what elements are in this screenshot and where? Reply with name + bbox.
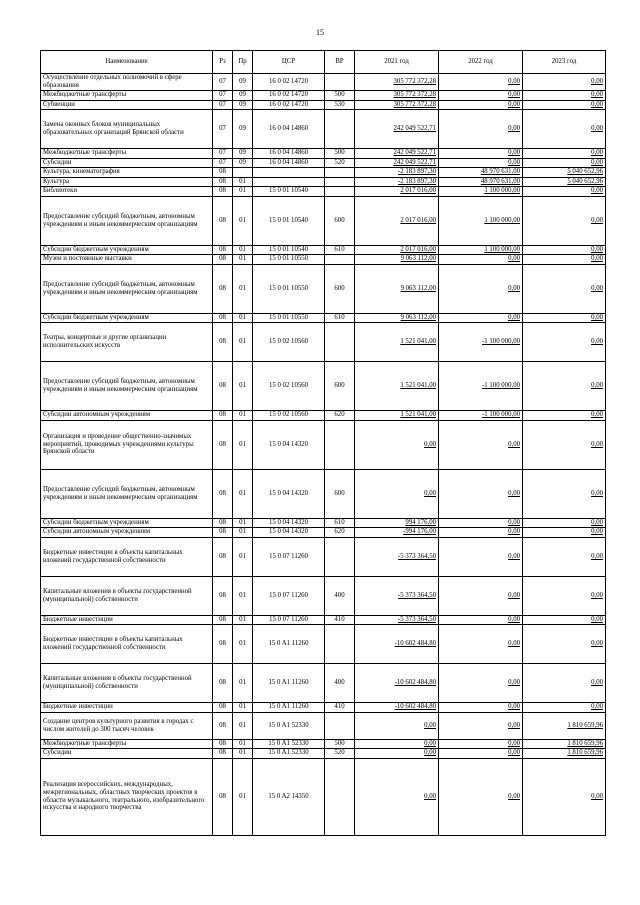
row-2023-cell: 0,00 bbox=[523, 149, 606, 159]
row-csr-cell: 15 0 02 10560 bbox=[253, 411, 325, 421]
row-2023-cell: 0,00 bbox=[523, 196, 606, 245]
header-rz: Рз bbox=[213, 51, 233, 74]
row-2022-cell: 0,00 bbox=[439, 712, 523, 739]
row-vr-cell: 410 bbox=[325, 615, 355, 625]
row-rz-cell: 07 bbox=[213, 91, 233, 101]
row-rz-cell: 08 bbox=[213, 749, 233, 759]
row-vr-cell: 600 bbox=[325, 196, 355, 245]
row-2022-cell: 0,00 bbox=[439, 264, 523, 313]
row-pr-cell: 01 bbox=[233, 576, 253, 615]
row-pr-cell: 09 bbox=[233, 91, 253, 101]
row-2021-cell: 2 017 016,00 bbox=[355, 187, 439, 197]
row-2021-cell: -5 373 364,50 bbox=[355, 615, 439, 625]
row-2023-cell: 5 040 652,96 bbox=[523, 168, 606, 178]
row-pr-cell: 01 bbox=[233, 712, 253, 739]
row-2022-cell: 0,00 bbox=[439, 313, 523, 323]
row-pr-cell: 01 bbox=[233, 758, 253, 835]
row-2022-cell: 0,00 bbox=[439, 110, 523, 149]
row-2021-cell: -5 373 364,50 bbox=[355, 537, 439, 576]
row-csr-cell: 15 0 04 14320 bbox=[253, 420, 325, 469]
row-vr-cell bbox=[325, 255, 355, 265]
row-2022-cell: 0,00 bbox=[439, 91, 523, 101]
table-row bbox=[41, 158, 606, 168]
row-vr-cell: 400 bbox=[325, 664, 355, 703]
table-row bbox=[41, 110, 606, 149]
row-2022-cell: 0,00 bbox=[439, 255, 523, 265]
table-row bbox=[41, 664, 606, 703]
row-name-cell: Создание центров культурного развития в городах с числом жителей до 300 тысяч человек bbox=[41, 712, 213, 739]
row-2023-cell: 0,00 bbox=[523, 323, 606, 362]
row-name-cell: Капитальные вложения в объекты государственной (муниципальной) собственности bbox=[41, 664, 213, 703]
row-2021-cell: 9 063 112,00 bbox=[355, 313, 439, 323]
header-vr: ВР bbox=[325, 51, 355, 74]
row-pr-cell: 01 bbox=[233, 255, 253, 265]
row-name-cell: Субсидии бюджетным учреждениям bbox=[41, 245, 213, 255]
row-2023-cell: 0,00 bbox=[523, 100, 606, 110]
row-2021-cell: -994 176,00 bbox=[355, 528, 439, 538]
table-row bbox=[41, 739, 606, 749]
table-body bbox=[41, 74, 606, 836]
row-rz-cell: 08 bbox=[213, 615, 233, 625]
row-rz-cell: 08 bbox=[213, 703, 233, 713]
row-rz-cell: 08 bbox=[213, 528, 233, 538]
row-vr-cell: 620 bbox=[325, 528, 355, 538]
row-pr-cell: 01 bbox=[233, 528, 253, 538]
row-pr-cell: 09 bbox=[233, 74, 253, 91]
header-csr: ЦСР bbox=[253, 51, 325, 74]
row-csr-cell: 16 0 02 14720 bbox=[253, 100, 325, 110]
table-row bbox=[41, 74, 606, 91]
row-name-cell: Межбюджетные трансферты bbox=[41, 739, 213, 749]
row-2022-cell: 0,00 bbox=[439, 576, 523, 615]
row-rz-cell: 08 bbox=[213, 712, 233, 739]
row-name-cell: Субсидии бюджетным учреждениям bbox=[41, 313, 213, 323]
row-2022-cell: 0,00 bbox=[439, 149, 523, 159]
row-2023-cell: 0,00 bbox=[523, 758, 606, 835]
row-pr-cell: 01 bbox=[233, 187, 253, 197]
table-row bbox=[41, 100, 606, 110]
row-name-cell: Реализация всероссийских, международных, межрегиональных, областных творческих проектов в области музыкального, театрального, изобразительного искусства и народного творчества bbox=[41, 758, 213, 835]
row-2022-cell: 0,00 bbox=[439, 615, 523, 625]
row-name-cell: Осуществление отдельных полномочий в сфере образования bbox=[41, 74, 213, 91]
table-row bbox=[41, 177, 606, 187]
table-row bbox=[41, 576, 606, 615]
table-row bbox=[41, 758, 606, 835]
row-name-cell: Субсидии bbox=[41, 158, 213, 168]
table-row bbox=[41, 528, 606, 538]
row-2023-cell: 0,00 bbox=[523, 625, 606, 664]
row-name-cell: Капитальные вложения в объекты государственной (муниципальной) собственности bbox=[41, 576, 213, 615]
row-2023-cell: 1 810 659,96 bbox=[523, 739, 606, 749]
row-2022-cell: 0,00 bbox=[439, 420, 523, 469]
row-vr-cell: 600 bbox=[325, 362, 355, 411]
row-2021-cell: 305 772 372,28 bbox=[355, 91, 439, 101]
row-vr-cell: 500 bbox=[325, 149, 355, 159]
row-vr-cell: 520 bbox=[325, 158, 355, 168]
row-2021-cell: 9 063 112,00 bbox=[355, 264, 439, 313]
row-vr-cell: 610 bbox=[325, 245, 355, 255]
row-vr-cell: 610 bbox=[325, 518, 355, 528]
row-name-cell: Музеи и постоянные выставки bbox=[41, 255, 213, 265]
header-2022: 2022 год bbox=[439, 51, 523, 74]
row-csr-cell bbox=[253, 177, 325, 187]
row-vr-cell bbox=[325, 420, 355, 469]
row-rz-cell: 08 bbox=[213, 576, 233, 615]
row-2023-cell: 5 040 652,96 bbox=[523, 177, 606, 187]
row-name-cell: Библиотеки bbox=[41, 187, 213, 197]
row-csr-cell: 15 0 02 10560 bbox=[253, 362, 325, 411]
row-name-cell: Межбюджетные трансферты bbox=[41, 149, 213, 159]
row-2023-cell: 0,00 bbox=[523, 703, 606, 713]
row-2023-cell: 0,00 bbox=[523, 74, 606, 91]
row-2023-cell: 0,00 bbox=[523, 528, 606, 538]
row-vr-cell: 610 bbox=[325, 313, 355, 323]
row-vr-cell: 400 bbox=[325, 576, 355, 615]
row-vr-cell bbox=[325, 712, 355, 739]
row-2022-cell: 0,00 bbox=[439, 158, 523, 168]
row-2022-cell: 0,00 bbox=[439, 703, 523, 713]
row-2022-cell: 1 100 000,00 bbox=[439, 245, 523, 255]
row-pr-cell: 01 bbox=[233, 615, 253, 625]
row-name-cell: Субсидии автономным учреждениям bbox=[41, 528, 213, 538]
row-rz-cell: 08 bbox=[213, 518, 233, 528]
table-row bbox=[41, 313, 606, 323]
row-2022-cell: 0,00 bbox=[439, 518, 523, 528]
row-2021-cell: 0,00 bbox=[355, 749, 439, 759]
row-2021-cell: 0,00 bbox=[355, 739, 439, 749]
row-pr-cell: 01 bbox=[233, 703, 253, 713]
row-rz-cell: 08 bbox=[213, 187, 233, 197]
row-pr-cell: 01 bbox=[233, 313, 253, 323]
row-name-cell: Бюджетные инвестиции в объекты капитальных вложений государственной собственности bbox=[41, 537, 213, 576]
row-2023-cell: 0,00 bbox=[523, 615, 606, 625]
row-2021-cell: 242 049 522,71 bbox=[355, 149, 439, 159]
row-2023-cell: 0,00 bbox=[523, 313, 606, 323]
row-2021-cell: -10 602 484,80 bbox=[355, 625, 439, 664]
table-row bbox=[41, 420, 606, 469]
table-row bbox=[41, 411, 606, 421]
row-rz-cell: 08 bbox=[213, 255, 233, 265]
row-2023-cell: 0,00 bbox=[523, 91, 606, 101]
table-row bbox=[41, 255, 606, 265]
row-pr-cell: 01 bbox=[233, 264, 253, 313]
row-2023-cell: 1 810 659,96 bbox=[523, 712, 606, 739]
row-2023-cell: 0,00 bbox=[523, 576, 606, 615]
table-row bbox=[41, 187, 606, 197]
row-name-cell: Субсидии bbox=[41, 749, 213, 759]
table-row bbox=[41, 264, 606, 313]
row-csr-cell: 15 0 04 14320 bbox=[253, 528, 325, 538]
row-rz-cell: 07 bbox=[213, 149, 233, 159]
row-pr-cell: 09 bbox=[233, 110, 253, 149]
row-name-cell: Межбюджетные трансферты bbox=[41, 91, 213, 101]
row-2022-cell: 48 970 631,00 bbox=[439, 168, 523, 178]
row-2021-cell: -10 602 484,80 bbox=[355, 664, 439, 703]
row-csr-cell: 16 0 04 14860 bbox=[253, 110, 325, 149]
row-name-cell: Бюджетные инвестиции bbox=[41, 615, 213, 625]
row-pr-cell: 01 bbox=[233, 537, 253, 576]
row-csr-cell: 15 0 04 14320 bbox=[253, 469, 325, 518]
row-2022-cell: 0,00 bbox=[439, 758, 523, 835]
row-pr-cell: 01 bbox=[233, 245, 253, 255]
table-row bbox=[41, 91, 606, 101]
table-row bbox=[41, 625, 606, 664]
row-name-cell: Бюджетные инвестиции в объекты капитальных вложений государственной собственности bbox=[41, 625, 213, 664]
row-vr-cell: 600 bbox=[325, 469, 355, 518]
table-row bbox=[41, 196, 606, 245]
row-2021-cell: 1 521 041,00 bbox=[355, 323, 439, 362]
row-2021-cell: 1 521 041,00 bbox=[355, 411, 439, 421]
header-name: Наименование bbox=[41, 51, 213, 74]
row-pr-cell: 01 bbox=[233, 739, 253, 749]
row-csr-cell: 15 0 01 10550 bbox=[253, 264, 325, 313]
row-csr-cell: 15 0 01 10550 bbox=[253, 255, 325, 265]
row-name-cell: Организация и проведение общественно-значимых мероприятий, проводимых учреждениями культуры Брянской области bbox=[41, 420, 213, 469]
row-2022-cell: 0,00 bbox=[439, 537, 523, 576]
row-rz-cell: 07 bbox=[213, 74, 233, 91]
row-2023-cell: 0,00 bbox=[523, 537, 606, 576]
row-2023-cell: 0,00 bbox=[523, 187, 606, 197]
row-rz-cell: 08 bbox=[213, 537, 233, 576]
table-row bbox=[41, 703, 606, 713]
row-csr-cell: 15 0 07 11260 bbox=[253, 615, 325, 625]
row-csr-cell: 16 0 04 14860 bbox=[253, 158, 325, 168]
row-vr-cell bbox=[325, 187, 355, 197]
row-2021-cell: 242 049 522,71 bbox=[355, 158, 439, 168]
row-2023-cell: 1 810 659,96 bbox=[523, 749, 606, 759]
row-pr-cell: 01 bbox=[233, 625, 253, 664]
row-pr-cell: 09 bbox=[233, 149, 253, 159]
row-2023-cell: 0,00 bbox=[523, 362, 606, 411]
row-vr-cell bbox=[325, 74, 355, 91]
row-2021-cell: 994 176,00 bbox=[355, 518, 439, 528]
row-rz-cell: 08 bbox=[213, 168, 233, 178]
row-name-cell: Бюджетные инвестиции bbox=[41, 703, 213, 713]
row-2021-cell: 0,00 bbox=[355, 420, 439, 469]
row-vr-cell: 530 bbox=[325, 100, 355, 110]
row-pr-cell: 01 bbox=[233, 177, 253, 187]
table-row bbox=[41, 168, 606, 178]
row-2021-cell: 0,00 bbox=[355, 758, 439, 835]
row-pr-cell: 01 bbox=[233, 362, 253, 411]
row-pr-cell bbox=[233, 168, 253, 178]
table-row bbox=[41, 323, 606, 362]
row-2021-cell: 1 521 041,00 bbox=[355, 362, 439, 411]
row-2022-cell: 0,00 bbox=[439, 528, 523, 538]
row-vr-cell bbox=[325, 177, 355, 187]
row-csr-cell: 16 0 02 14720 bbox=[253, 91, 325, 101]
table-row bbox=[41, 537, 606, 576]
row-2023-cell: 0,00 bbox=[523, 420, 606, 469]
row-2022-cell: 1 100 000,00 bbox=[439, 196, 523, 245]
row-rz-cell: 08 bbox=[213, 177, 233, 187]
table-row bbox=[41, 362, 606, 411]
row-vr-cell bbox=[325, 758, 355, 835]
row-rz-cell: 08 bbox=[213, 664, 233, 703]
row-rz-cell: 07 bbox=[213, 100, 233, 110]
row-pr-cell: 01 bbox=[233, 749, 253, 759]
row-csr-cell: 15 0 01 10540 bbox=[253, 245, 325, 255]
row-csr-cell: 15 0 02 10560 bbox=[253, 323, 325, 362]
row-vr-cell bbox=[325, 323, 355, 362]
row-rz-cell: 08 bbox=[213, 739, 233, 749]
row-2021-cell: -5 373 364,50 bbox=[355, 576, 439, 615]
page-number: 15 bbox=[316, 28, 324, 37]
header-2021: 2021 год bbox=[355, 51, 439, 74]
row-vr-cell: 500 bbox=[325, 91, 355, 101]
row-2021-cell: 2 017 016,00 bbox=[355, 245, 439, 255]
row-pr-cell: 01 bbox=[233, 469, 253, 518]
row-2023-cell: 0,00 bbox=[523, 255, 606, 265]
header-pr: Пр bbox=[233, 51, 253, 74]
row-2022-cell: 1 100 000,00 bbox=[439, 187, 523, 197]
row-2022-cell: 0,00 bbox=[439, 74, 523, 91]
row-pr-cell: 01 bbox=[233, 196, 253, 245]
row-vr-cell bbox=[325, 168, 355, 178]
row-rz-cell: 08 bbox=[213, 411, 233, 421]
row-pr-cell: 09 bbox=[233, 158, 253, 168]
row-2022-cell: -1 100 000,00 bbox=[439, 323, 523, 362]
table-row bbox=[41, 615, 606, 625]
header-2023: 2023 год bbox=[523, 51, 606, 74]
row-2022-cell: -1 100 000,00 bbox=[439, 362, 523, 411]
row-2021-cell: -10 602 484,80 bbox=[355, 703, 439, 713]
row-csr-cell: 15 0 07 11260 bbox=[253, 576, 325, 615]
row-rz-cell: 07 bbox=[213, 110, 233, 149]
row-2023-cell: 0,00 bbox=[523, 264, 606, 313]
row-csr-cell: 15 0 A1 52330 bbox=[253, 739, 325, 749]
row-pr-cell: 01 bbox=[233, 420, 253, 469]
row-2023-cell: 0,00 bbox=[523, 469, 606, 518]
row-2022-cell: 0,00 bbox=[439, 664, 523, 703]
row-csr-cell: 15 0 A1 11260 bbox=[253, 625, 325, 664]
row-2021-cell: 242 049 522,71 bbox=[355, 110, 439, 149]
row-csr-cell: 15 0 01 10550 bbox=[253, 313, 325, 323]
row-csr-cell: 15 0 01 10540 bbox=[253, 196, 325, 245]
row-pr-cell: 09 bbox=[233, 100, 253, 110]
row-csr-cell: 16 0 04 14860 bbox=[253, 149, 325, 159]
row-2022-cell: 0,00 bbox=[439, 469, 523, 518]
row-2021-cell: 9 063 112,00 bbox=[355, 255, 439, 265]
row-csr-cell: 15 0 01 10540 bbox=[253, 187, 325, 197]
row-rz-cell: 08 bbox=[213, 625, 233, 664]
row-2022-cell: 0,00 bbox=[439, 749, 523, 759]
row-csr-cell: 15 0 A2 14350 bbox=[253, 758, 325, 835]
table-row bbox=[41, 749, 606, 759]
row-vr-cell bbox=[325, 537, 355, 576]
row-name-cell: Предоставление субсидий бюджетным, автономным учреждениям и иным некоммерческим организациям bbox=[41, 264, 213, 313]
row-vr-cell: 600 bbox=[325, 264, 355, 313]
row-csr-cell: 16 0 02 14720 bbox=[253, 74, 325, 91]
row-csr-cell: 15 0 A1 11260 bbox=[253, 664, 325, 703]
row-name-cell: Субвенции bbox=[41, 100, 213, 110]
row-rz-cell: 08 bbox=[213, 362, 233, 411]
row-name-cell: Театры, концертные и другие организации исполнительских искусств bbox=[41, 323, 213, 362]
row-2023-cell: 0,00 bbox=[523, 158, 606, 168]
row-2021-cell: 2 017 016,00 bbox=[355, 196, 439, 245]
row-csr-cell bbox=[253, 168, 325, 178]
row-pr-cell: 01 bbox=[233, 518, 253, 528]
row-name-cell: Предоставление субсидий бюджетным, автономным учреждениям и иным некоммерческим организациям bbox=[41, 469, 213, 518]
table-row bbox=[41, 149, 606, 159]
row-csr-cell: 15 0 A1 52330 bbox=[253, 749, 325, 759]
row-2022-cell: 48 970 631,00 bbox=[439, 177, 523, 187]
budget-table bbox=[40, 50, 606, 836]
row-csr-cell: 15 0 A1 11260 bbox=[253, 703, 325, 713]
row-2021-cell: 305 772 372,28 bbox=[355, 100, 439, 110]
row-name-cell: Субсидии бюджетным учреждениям bbox=[41, 518, 213, 528]
row-rz-cell: 08 bbox=[213, 196, 233, 245]
row-2022-cell: 0,00 bbox=[439, 625, 523, 664]
row-csr-cell: 15 0 07 11260 bbox=[253, 537, 325, 576]
row-pr-cell: 01 bbox=[233, 664, 253, 703]
row-2022-cell: 0,00 bbox=[439, 100, 523, 110]
row-rz-cell: 08 bbox=[213, 245, 233, 255]
row-vr-cell: 410 bbox=[325, 703, 355, 713]
row-csr-cell: 15 0 04 14320 bbox=[253, 518, 325, 528]
row-name-cell: Предоставление субсидий бюджетным, автономным учреждениям и иным некоммерческим организациям bbox=[41, 196, 213, 245]
row-rz-cell: 08 bbox=[213, 420, 233, 469]
table-row bbox=[41, 245, 606, 255]
row-rz-cell: 08 bbox=[213, 264, 233, 313]
row-vr-cell: 520 bbox=[325, 749, 355, 759]
row-name-cell: Культура bbox=[41, 177, 213, 187]
row-rz-cell: 07 bbox=[213, 158, 233, 168]
row-vr-cell: 620 bbox=[325, 411, 355, 421]
row-2023-cell: 0,00 bbox=[523, 411, 606, 421]
row-rz-cell: 08 bbox=[213, 469, 233, 518]
row-name-cell: Субсидии автономным учреждениям bbox=[41, 411, 213, 421]
row-vr-cell: 500 bbox=[325, 739, 355, 749]
row-vr-cell bbox=[325, 625, 355, 664]
row-rz-cell: 08 bbox=[213, 323, 233, 362]
row-2021-cell: 0,00 bbox=[355, 469, 439, 518]
row-pr-cell: 01 bbox=[233, 323, 253, 362]
table-row bbox=[41, 469, 606, 518]
row-2023-cell: 0,00 bbox=[523, 245, 606, 255]
row-rz-cell: 08 bbox=[213, 313, 233, 323]
table-row bbox=[41, 712, 606, 739]
row-2022-cell: -1 100 000,00 bbox=[439, 411, 523, 421]
row-csr-cell: 15 0 A1 52330 bbox=[253, 712, 325, 739]
row-rz-cell: 08 bbox=[213, 758, 233, 835]
row-2021-cell: 305 772 372,28 bbox=[355, 74, 439, 91]
row-2023-cell: 0,00 bbox=[523, 110, 606, 149]
row-name-cell: Культура, кинематография bbox=[41, 168, 213, 178]
table-row bbox=[41, 518, 606, 528]
row-2022-cell: 0,00 bbox=[439, 739, 523, 749]
row-2023-cell: 0,00 bbox=[523, 518, 606, 528]
row-2021-cell: -2 183 897,30 bbox=[355, 177, 439, 187]
row-name-cell: Замена оконных блоков муниципальных образовательных организаций Брянской области bbox=[41, 110, 213, 149]
row-2021-cell: 0,00 bbox=[355, 712, 439, 739]
row-2021-cell: -2 183 897,30 bbox=[355, 168, 439, 178]
row-vr-cell bbox=[325, 110, 355, 149]
row-2023-cell: 0,00 bbox=[523, 664, 606, 703]
table-header-row bbox=[41, 51, 606, 74]
row-name-cell: Предоставление субсидий бюджетным, автономным учреждениям и иным некоммерческим организациям bbox=[41, 362, 213, 411]
row-pr-cell: 01 bbox=[233, 411, 253, 421]
